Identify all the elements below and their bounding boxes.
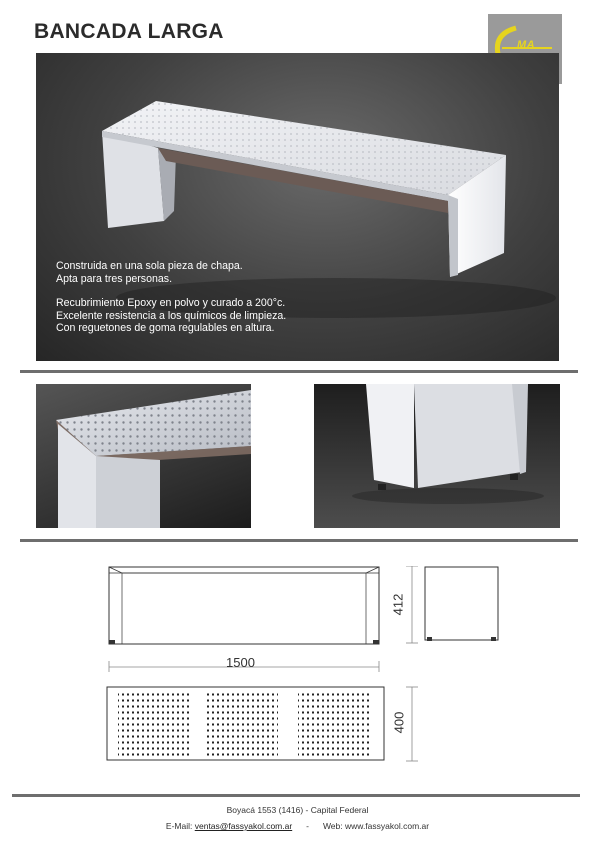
divider (20, 370, 578, 373)
email-label: E-Mail: (165, 821, 193, 831)
divider (20, 539, 578, 542)
footer-address: Boyacá 1553 (1416) - Capital Federal (226, 805, 369, 815)
leg-detail-image (314, 384, 560, 528)
front-view-drawing (100, 562, 420, 672)
corner-detail-image (36, 384, 251, 528)
length-dimension: 1500 (226, 655, 255, 670)
height-dimension: 412 (390, 593, 406, 616)
top-view-drawing (106, 686, 386, 762)
description-line: Construida en una sola pieza de chapa. (56, 260, 243, 272)
description-line: Apta para tres personas. (56, 272, 173, 285)
detail-photo-corner (36, 384, 251, 528)
footer-separator: - (306, 821, 309, 831)
hero-photo (36, 53, 559, 361)
product-description (56, 260, 286, 335)
email-link[interactable]: ventas@fassyakol.com.ar (194, 821, 293, 831)
divider (12, 794, 580, 797)
footer-contact (0, 821, 595, 831)
page-title: BANCADA LARGA (34, 20, 224, 43)
description-line: Con reguetones de goma regulables en altura. (56, 322, 275, 335)
side-view-drawing (424, 566, 500, 646)
web-label: Web: (322, 821, 343, 831)
depth-dimension-line (404, 686, 420, 764)
detail-photo-leg (314, 384, 560, 528)
description-line: Excelente resistencia a los químicos de limpieza. (56, 309, 287, 322)
height-dimension-line (404, 566, 420, 646)
web-address[interactable]: www.fassyakol.com.ar (345, 821, 430, 831)
depth-dimension: 400 (391, 711, 407, 734)
description-line: Recubrimiento Epoxy en polvo y curado a 200°c. (56, 297, 286, 310)
logo-text-line1: MA (517, 39, 536, 51)
